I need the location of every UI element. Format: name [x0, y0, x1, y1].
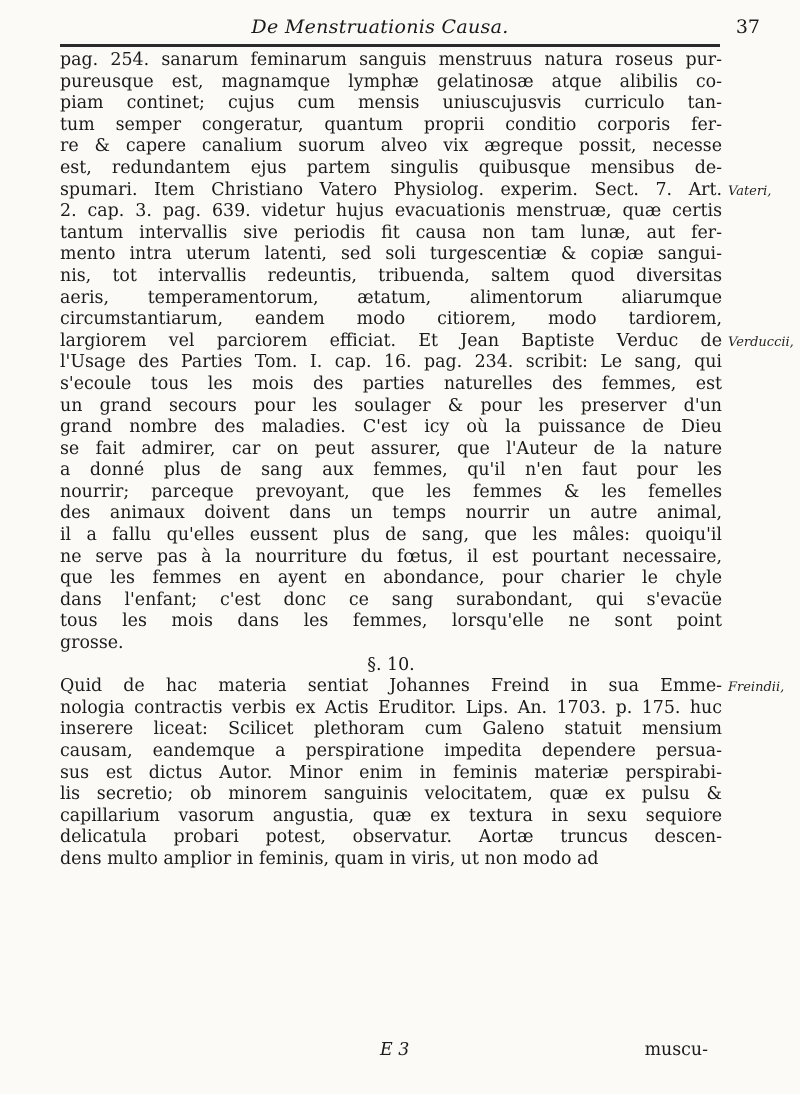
body-text [60, 50, 722, 871]
text-line: re & capere canalium suorum alveo vix ægreque possit, necesse [60, 136, 722, 157]
text-line: tantum intervallis sive periodis fit causa non tam lunæ, aut fer- [60, 222, 722, 243]
text-line: ne serve pas à la nourriture du fœtus, il est pourtant necessaire, [60, 546, 722, 567]
text-line: dens multo amplior in feminis, quam in viris, ut non modo ad [60, 848, 599, 869]
text-line: spumari. Item Christiano Vatero Physiolog. experim. Sect. 7. Art. [60, 179, 722, 200]
text-line: sus est dictus Autor. Minor enim in feminis materiæ perspirabi- [60, 762, 722, 783]
margin-note: Vateri, [728, 183, 772, 199]
text-line: delicatula probari potest, observatur. Aortæ truncus descen- [60, 827, 722, 848]
text-line: nologia contractis verbis ex Actis Eruditor. Lips. An. 1703. p. 175. huc [60, 697, 722, 718]
text-line: pag. 254. sanarum feminarum sanguis menstruus natura roseus pur- [60, 50, 722, 70]
text-line: grosse. [60, 633, 124, 654]
text-line: des animaux doivent dans un temps nourrir un autre animal, [60, 503, 722, 524]
text-line: tous les mois dans les femmes, lorsqu'elle ne sont point [60, 611, 722, 632]
text-line: piam continet; cujus cum mensis uniuscujusvis curriculo tan- [60, 93, 722, 114]
text-line: nis, tot intervallis redeuntis, tribuenda, saltem quod diversitas [60, 265, 722, 286]
text-line: §. 10. [367, 654, 415, 675]
text-line: lis secretio; ob minorem sanguinis velocitatem, quæ ex pulsu & [60, 784, 722, 805]
text-line: aeris, temperamentorum, ætatum, alimentorum aliarumque [60, 287, 722, 308]
text-line: grand nombre des maladies. C'est icy où la puissance de Dieu [60, 417, 722, 438]
text-line: s'ecoule tous les mois des parties naturelles des femmes, est [60, 373, 722, 394]
text-line: se fait admirer, car on peut assurer, que l'Auteur de la nature [60, 438, 722, 459]
catchword: muscu- [644, 1040, 708, 1060]
text-line: que les femmes en ayent en abondance, pour charier le chyle [60, 568, 722, 589]
page-footer [60, 1040, 722, 1062]
text-line: il a fallu qu'elles eussent plus de sang, que les mâles: quoiqu'il [60, 525, 722, 546]
text-line: est, redundantem ejus partem singulis quibusque mensibus de- [60, 157, 722, 178]
page-header [60, 14, 760, 44]
text-line: largiorem vel parciorem efficiat. Et Jean Baptiste Verduc de [60, 330, 722, 351]
margin-note: Freindii, [728, 680, 785, 696]
page-number: 37 [735, 16, 760, 38]
text-line: causam, eandemque a perspiratione impedita dependere persua- [60, 741, 722, 761]
text-line: 2. cap. 3. pag. 639. videtur hujus evacuationis menstruæ, quæ certis [60, 201, 722, 222]
text-line: circumstantiarum, eandem modo citiorem, modo tardiorem, [60, 309, 722, 330]
signature-mark: E 3 [380, 1040, 410, 1060]
running-title: De Menstruationis Causa. [251, 16, 509, 38]
text-line: tum semper congeratur, quantum proprii conditio corporis fer- [60, 114, 722, 135]
text-line: pureusque est, magnamque lymphæ gelatinosæ atque alibilis co- [60, 71, 722, 92]
text-line: a donné plus de sang aux femmes, qu'il n'en faut pour les [60, 460, 722, 481]
text-line: dans l'enfant; c'est donc ce sang surabondant, qui s'evacüe [60, 589, 722, 610]
text-line: mento intra uterum latenti, sed soli turgescentiæ & copiæ sangui- [60, 244, 722, 265]
margin-note: Verduccii, [728, 334, 794, 350]
text-line: capillarium vasorum angustia, quæ ex textura in sexu sequiore [60, 805, 722, 826]
text-line: l'Usage des Parties Tom. I. cap. 16. pag. 234. scribit: Le sang, qui [60, 352, 722, 373]
text-line: Quid de hac materia sentiat Johannes Freind in sua Emme- [60, 676, 722, 697]
text-line: inserere liceat: Scilicet plethoram cum Galeno statuit mensium [60, 719, 722, 740]
header-rule [60, 44, 720, 47]
text-line: nourrir; parceque prevoyant, que les femmes & les femelles [60, 481, 722, 502]
text-line: un grand secours pour les soulager & pour les preserver d'un [60, 395, 722, 416]
